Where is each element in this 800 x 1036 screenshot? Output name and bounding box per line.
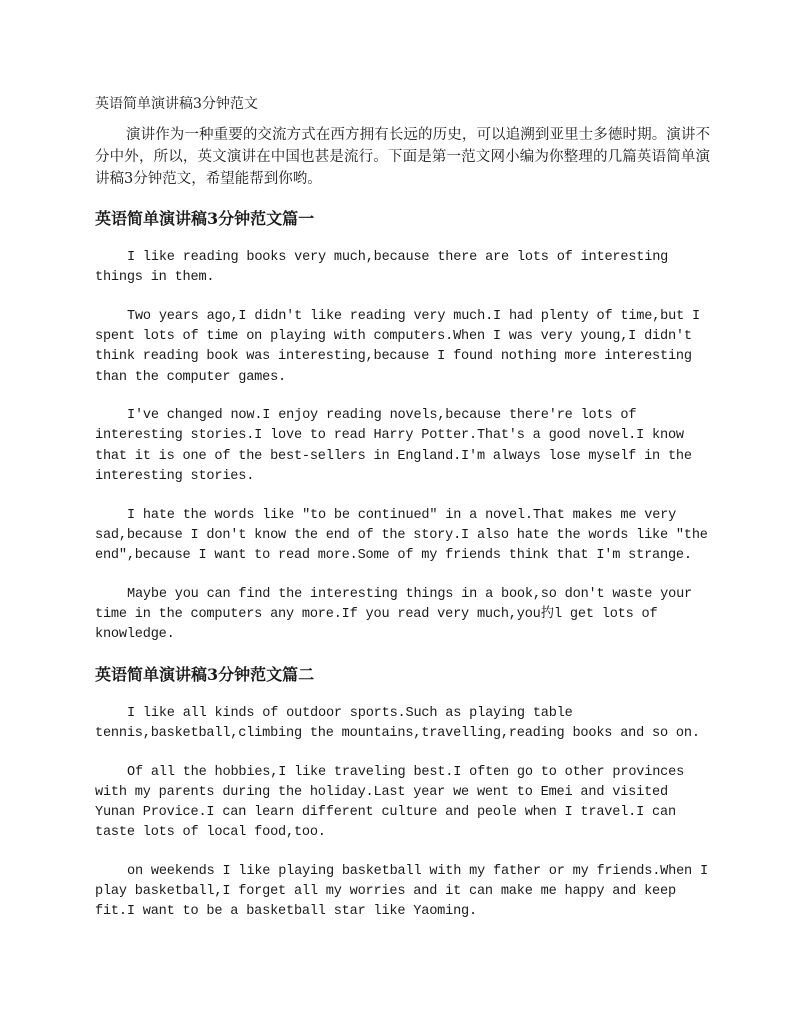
section-two xyxy=(95,664,710,923)
document-page xyxy=(95,94,710,941)
body-paragraph: Two years ago,I didn't like reading very much.I had plenty of time,but I spent lots of time on playing with computers.When I was very young,I didn't think reading book was interesting,because I found nothing more interesting than the computer games. xyxy=(95,308,700,385)
section-heading: 英语简单演讲稿3分钟范文篇二 xyxy=(95,664,315,684)
body-paragraph: I like all kinds of outdoor sports.Such as playing table tennis,basketball,climbing the mountains,travelling,reading books and so on. xyxy=(95,705,700,741)
document-title: 英语简单演讲稿3分钟范文 xyxy=(95,96,258,112)
section-heading: 英语简单演讲稿3分钟范文篇一 xyxy=(95,209,315,228)
body-paragraph: I hate the words like "to be continued" in a novel.That makes me very sad,because I don't know the end of the story.I also hate the words like "the end",because I want to read more.Some of my friends think that I'm strange. xyxy=(95,507,708,563)
body-paragraph: Maybe you can find the interesting things in a book,so don't waste your time in the computers any more.If you read very much,you扚l get lots of knowledge. xyxy=(95,586,692,643)
body-paragraph: Of all the hobbies,I like traveling best.I often go to other provinces with my parents during the holiday.Last year we went to Emei and visited Yunan Provice.I can learn different culture and peole when I travel.I can taste lots of local food,too. xyxy=(95,764,685,841)
intro-paragraph: 演讲作为一种重要的交流方式在西方拥有长远的历史，可以追溯到亚里士多德时期。演讲不分中外，所以，英文演讲在中国也甚是流行。下面是第一范文网小编为你整理的几篇英语简单演讲稿3分钟范文，希望能帮到你哟。 xyxy=(95,127,710,187)
body-paragraph: I've changed now.I enjoy reading novels,because there're lots of interesting stories.I love to read Harry Potter.That's a good novel.I know that it is one of the best-sellers in England.I'm always lose myself in the interesting stories. xyxy=(95,408,692,484)
body-paragraph: I like reading books very much,because there are lots of interesting things in them. xyxy=(95,250,669,286)
section-one xyxy=(95,208,710,645)
body-paragraph: on weekends I like playing basketball with my father or my friends.When I play basketball,I forget all my worries and it can make me happy and keep fit.I want to be a basketball star like Yaoming. xyxy=(95,863,708,920)
